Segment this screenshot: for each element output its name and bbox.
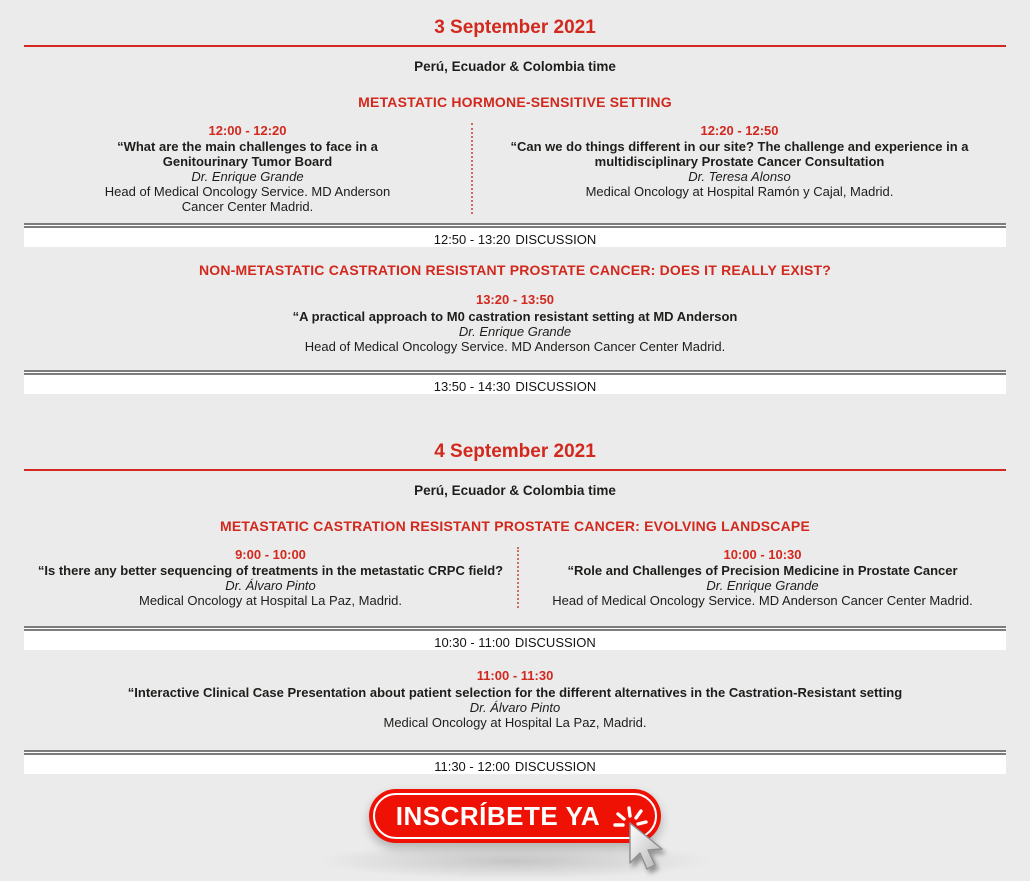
- discussion-label: DISCUSSION: [515, 232, 597, 247]
- session-speaker: Dr. Enrique Grande: [191, 169, 304, 184]
- session-title: “A practical approach to M0 castration resistant setting at MD Anderson: [292, 309, 738, 324]
- day1-section2-heading: NON-METASTATIC CASTRATION RESISTANT PROSTATE CANCER: DOES IT REALLY EXIST?: [198, 262, 832, 278]
- session-speaker: Dr. Enrique Grande: [458, 324, 572, 339]
- session-speaker: Dr. Enrique Grande: [706, 578, 819, 593]
- register-button-label: INSCRÍBETE YA: [395, 800, 601, 831]
- session-affiliation: Medical Oncology at Hospital Ramón y Cajal, Madrid.: [585, 184, 894, 199]
- session-affiliation: Head of Medical Oncology Service. MD Anderson Cancer Center Madrid.: [304, 339, 726, 354]
- day2-timezone-label: Perú, Ecuador & Colombia time: [414, 483, 616, 498]
- session-speaker: Dr. Álvaro Pinto: [469, 700, 561, 715]
- button-shadow: [300, 841, 730, 881]
- discussion-label: DISCUSSION: [514, 635, 596, 650]
- discussion-time: 12:50 - 13:20: [433, 232, 511, 247]
- session-affiliation: Head of Medical Oncology Service. MD Anderson Cancer Center Madrid.: [104, 184, 391, 214]
- day2-title: 4 September 2021: [434, 441, 596, 462]
- session-card: [471, 123, 1006, 214]
- session-speaker: Dr. Álvaro Pinto: [225, 578, 316, 593]
- session-card: [24, 309, 1006, 354]
- session-card: [24, 547, 517, 608]
- session-time: 9:00 - 10:00: [235, 547, 306, 562]
- session-title: “What are the main challenges to face in a Genitourinary Tumor Board: [117, 139, 378, 169]
- day2-section1-heading: METASTATIC CASTRATION RESISTANT PROSTATE CANCER: EVOLVING LANDSCAPE: [220, 518, 810, 534]
- session-speaker: Dr. Teresa Alonso: [688, 169, 791, 184]
- discussion-bar: [24, 750, 1006, 774]
- discussion-time: 11:30 - 12:00: [434, 759, 510, 774]
- discussion-bar: [24, 223, 1006, 247]
- session-affiliation: Medical Oncology at Hospital La Paz, Madrid.: [138, 593, 402, 608]
- register-button[interactable]: [369, 789, 661, 843]
- discussion-bar: [24, 370, 1006, 394]
- discussion-time: 10:30 - 11:00: [434, 635, 510, 650]
- discussion-bar: [24, 626, 1006, 650]
- red-rule: [24, 469, 1006, 471]
- day2-session-columns: [24, 547, 1006, 608]
- day1-title: 3 September 2021: [434, 17, 596, 38]
- discussion-label: DISCUSSION: [515, 379, 597, 394]
- session-card: [517, 547, 1006, 608]
- session-title: “Is there any better sequencing of treatments in the metastatic CRPC field?: [37, 563, 504, 578]
- session-time: 10:00 - 10:30: [723, 547, 802, 562]
- day1-session-columns: [24, 123, 1006, 214]
- session-card: [24, 123, 471, 214]
- session-time: 13:20 - 13:50: [475, 292, 555, 307]
- session-time: 12:00 - 12:20: [208, 123, 287, 138]
- session-title: “Can we do things different in our site? The challenge and experience in a multidisciplinary Prostate Cancer Consultation: [510, 139, 969, 169]
- discussion-label: DISCUSSION: [514, 759, 596, 774]
- session-time: 12:20 - 12:50: [700, 123, 779, 138]
- session-title: “Role and Challenges of Precision Medicine in Prostate Cancer: [567, 563, 958, 578]
- day1-timezone-label: Perú, Ecuador & Colombia time: [414, 59, 616, 74]
- red-rule: [24, 45, 1006, 47]
- discussion-time: 13:50 - 14:30: [433, 379, 511, 394]
- session-time: 11:00 - 11:30: [476, 668, 554, 683]
- cta-area: [24, 785, 1006, 865]
- session-card: [24, 685, 1006, 730]
- session-affiliation: Head of Medical Oncology Service. MD Anderson Cancer Center Madrid.: [552, 593, 973, 608]
- session-affiliation: Medical Oncology at Hospital La Paz, Madrid.: [383, 715, 647, 730]
- day1-section1-heading: METASTATIC HORMONE-SENSITIVE SETTING: [358, 94, 672, 110]
- session-title: “Interactive Clinical Case Presentation about patient selection for the different alternatives in the Castration-Resistant setting: [127, 685, 903, 700]
